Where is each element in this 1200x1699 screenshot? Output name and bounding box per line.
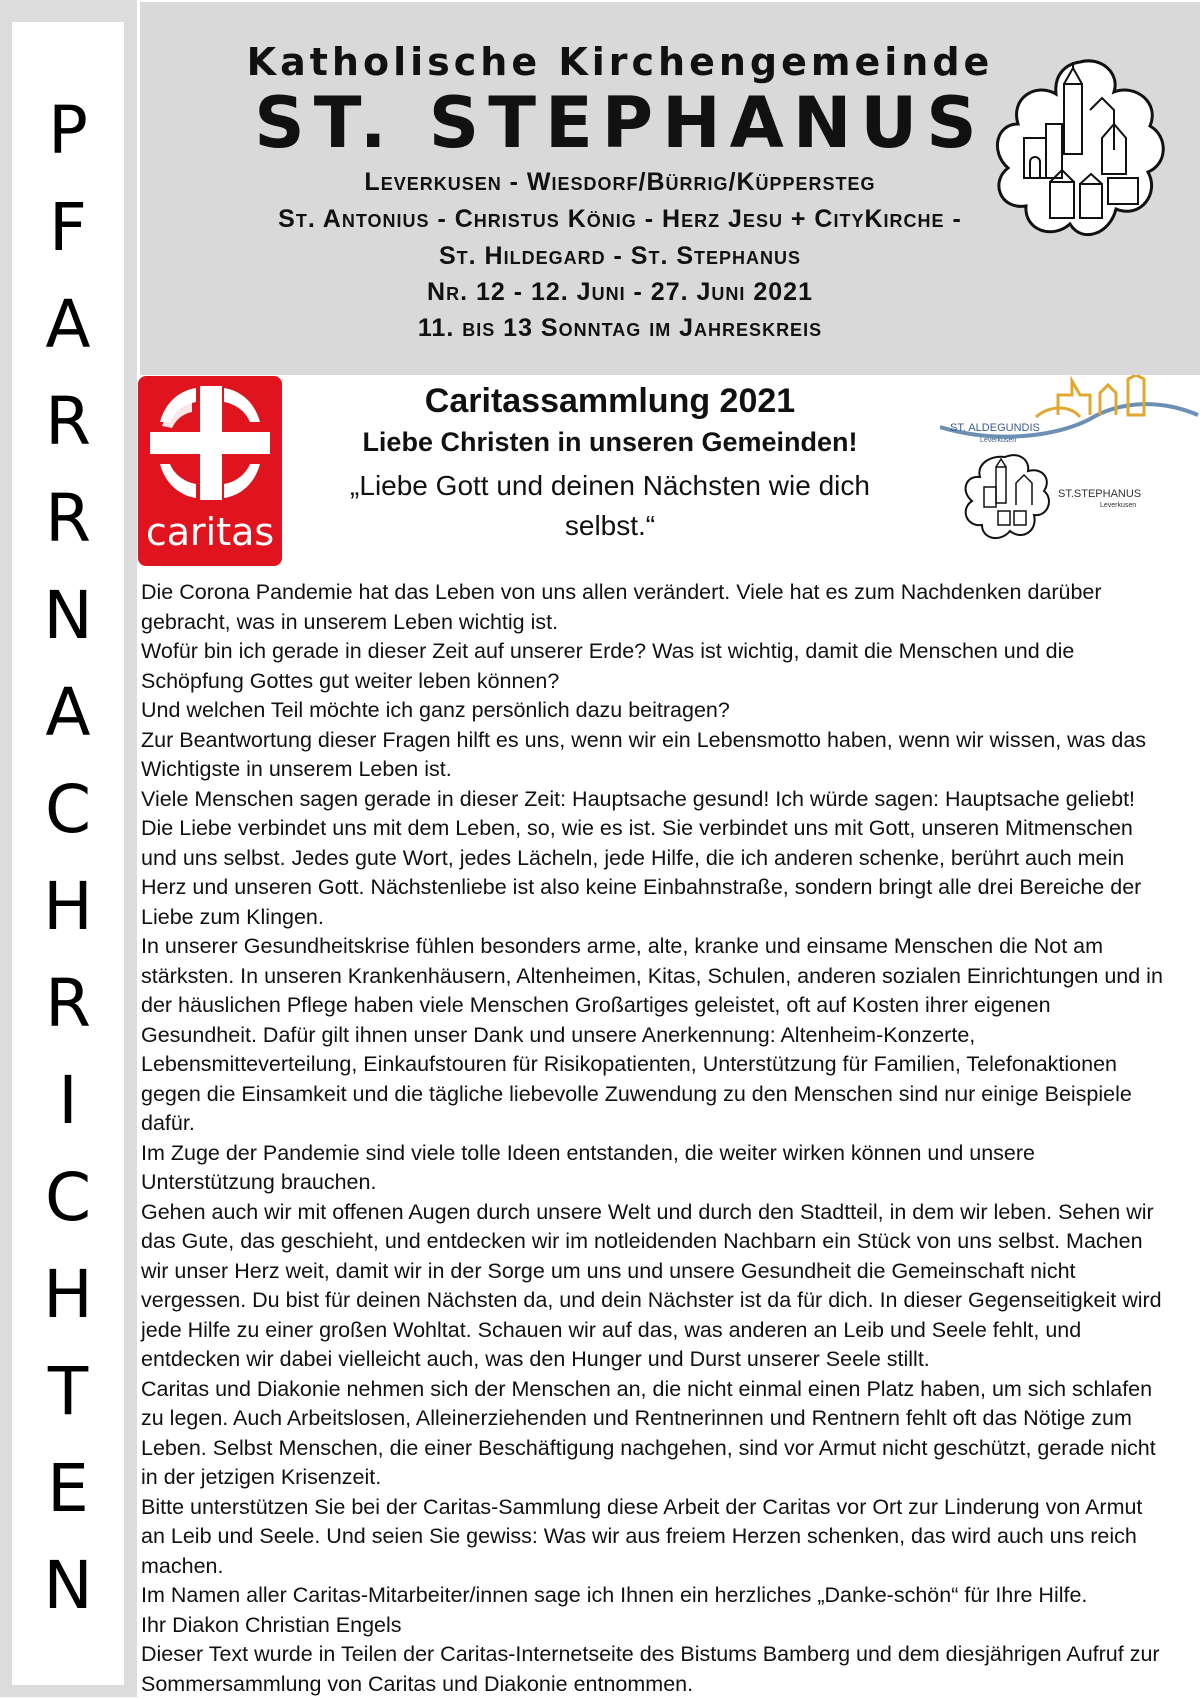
body-paragraph: Zur Beantwortung dieser Fragen hilft es uns, wenn wir ein Lebensmotto haben, wenn wir wissen, was das Wichtigste in unserem Leben ist. (141, 727, 1147, 781)
body-signature: Ihr Diakon Christian Engels (141, 1612, 402, 1637)
side-title-panel (12, 22, 124, 1685)
side-band (0, 0, 137, 1697)
parish-churches-logo (990, 54, 1170, 244)
title-letter: C (44, 771, 92, 848)
churches-line-2: St. Hildegard - St. Stephanus (438, 242, 802, 270)
body-paragraph: Caritas und Diakonie nehmen sich der Menschen an, die nicht einmal einen Platz haben, um sich schlafen zu legen. Auch Arbeitslosen, Alleinerziehenden und Rentnerinnen und Rentnern fehlt oft das Nötige zum Leben. Selbst Menschen, die einer Beschäftigung nachgehen, sind vor Armut nicht geschützt, gerade nicht in der jetzigen Krisenzeit. (141, 1376, 1156, 1489)
title-letter: T (47, 1353, 89, 1430)
body-paragraph: In unserer Gesundheitskrise fühlen besonders arme, alte, kranke und einsame Menschen die Not am stärksten. In unseren Krankenhäusern, Altenheimen, Kitas, Schulen, anderen sozialen Einrichtungen und in der häuslichen Pflege haben viele Menschen Großartiges geleistet, oft auf Kosten ihrer eigenen Gesundheit. Dafür gilt ihnen unser Dank und unsere Anerkennung: Altenheim-Konzerte, Lebensmitteverteilung, Einkaufstouren für Risikopatienten, Unterstützung für Familien, Telefonaktionen gegen die Einsamkeit und die tägliche liebevolle Zuwendung zu den Menschen sind nur einige Beispiele dafür. (141, 934, 1163, 1135)
body-paragraph: Im Zuge der Pandemie sind viele tolle Ideen entstanden, die weiter wirken können und unsere Unterstützung brauchen. (141, 1140, 1035, 1194)
body-paragraph: Viele Menschen sagen gerade in dieser Zeit: Hauptsache gesund! Ich würde sagen: Hauptsache geliebt! Die Liebe verbindet uns mit dem Leben, so, wie es ist. Sie verbindet uns mit Gott, unseren Mitmenschen und uns selbst. Jedes gute Wort, jedes Lächeln, jede Hilfe, die ich anderen schenke, berührt auch mein Herz und unseren Gott. Nächstenliebe ist also keine Einbahnstraße, sondern bringt alle drei Bereiche der Liebe zum Klingen. (141, 786, 1142, 929)
caritas-flame-cross-icon (138, 376, 282, 511)
parish-type: Katholische Kirchengemeinde (246, 40, 994, 84)
aldegundis-label: ST. ALDEGUNDIS (950, 422, 1040, 434)
parish-name: ST. STEPHANUS (254, 82, 986, 164)
body-source-note: Dieser Text wurde in Teilen der Caritas-Internetseite des Bistums Bamberg und dem diesjährigen Aufruf zur Sommersammlung von Caritas und Diakonie entnommen. (141, 1642, 1160, 1696)
sundays-line: 11. bis 13 Sonntag im Jahreskreis (417, 314, 823, 342)
article-body (141, 578, 1171, 1699)
vertical-title-pfarrnachrichten (12, 82, 124, 1634)
body-paragraph: Gehen auch wir mit offenen Augen durch unsere Welt und durch den Stadtteil, in dem wir leben. Sehen wir das Gute, das geschieht, und entdecken wir im notleidenden Nachbarn ein Stück von uns selbst. Machen wir unser Herz weit, damit wir in der Sorge um uns und unsere Gesundheit die Gemeinschaft nicht vergessen. Du bist für deinen Nächsten da, und dein Nächster ist da für dich. In dieser Gegenseitigkeit wird jede Hilfe zu einer großen Wohltat. Schauen wir auf das, was anderen an Leib und Seele fehlt, und entdecken wir dabei vielleicht auch, was den Hunger und Durst unserer Seele stillt. (141, 1199, 1162, 1371)
title-letter: N (43, 577, 93, 654)
caritas-logo (138, 376, 282, 566)
places-line: Leverkusen - Wiesdorf/Bürrig/Küppersteg (364, 168, 876, 196)
article-heading (300, 382, 920, 546)
title-letter: E (47, 1450, 89, 1527)
title-letter: I (58, 1062, 78, 1139)
title-letter: C (44, 1159, 92, 1236)
title-letter: H (43, 1256, 93, 1333)
churches-line-1: St. Antonius - Christus König - Herz Jesu + CityKirche - (278, 205, 962, 233)
title-letter: R (45, 965, 91, 1042)
body-paragraph: Die Corona Pandemie hat das Leben von uns allen verändert. Viele hat es zum Nachdenken darüber gebracht, was in unserem Leben wichtig ist. (141, 580, 1102, 634)
body-paragraph: Und welchen Teil möchte ich ganz persönlich dazu beitragen? (141, 698, 730, 722)
title-letter: P (48, 92, 88, 169)
body-paragraph: Bitte unterstützen Sie bei der Caritas-Sammlung diese Arbeit der Caritas vor Ort zur Linderung von Armut an Leib und Seele. Und seien Sie gewiss: Was wir aus freiem Herzen schenken, das wird auch uns reich machen. (141, 1494, 1143, 1578)
issue-line: Nr. 12 - 12. Juni - 27. Juni 2021 (427, 278, 813, 306)
title-letter: A (45, 674, 91, 751)
stephanus-label: ST.STEPHANUS (1058, 488, 1142, 500)
aldegundis-sublabel: Leverkusen (980, 437, 1017, 444)
stephanus-sublabel: Leverkusen (1100, 502, 1137, 509)
title-letter: A (45, 286, 91, 363)
body-paragraph: Im Namen aller Caritas-Mitarbeiter/innen sage ich Ihnen ein herzliches „Danke-schön“ für Ihre Hilfe. (141, 1583, 1088, 1607)
body-paragraph: Wofür bin ich gerade in dieser Zeit auf unserer Erde? Was ist wichtig, damit die Menschen und die Schöpfung Gottes gut weiter leben können? (141, 639, 1075, 693)
partner-parishes-logos (940, 375, 1200, 565)
title-letter: H (43, 868, 93, 945)
article-title: Caritassammlung 2021 (424, 382, 796, 420)
title-letter: F (49, 189, 87, 266)
caritas-wordmark: caritas (145, 510, 275, 554)
title-letter: N (43, 1547, 93, 1624)
title-letter: R (45, 383, 91, 460)
article-motto: „Liebe Gott und deinen Nächsten wie dich selbst.“ (350, 470, 870, 541)
article-greeting: Liebe Christen in unseren Gemeinden! (362, 427, 858, 457)
title-letter: R (45, 480, 91, 557)
masthead (140, 2, 1200, 375)
